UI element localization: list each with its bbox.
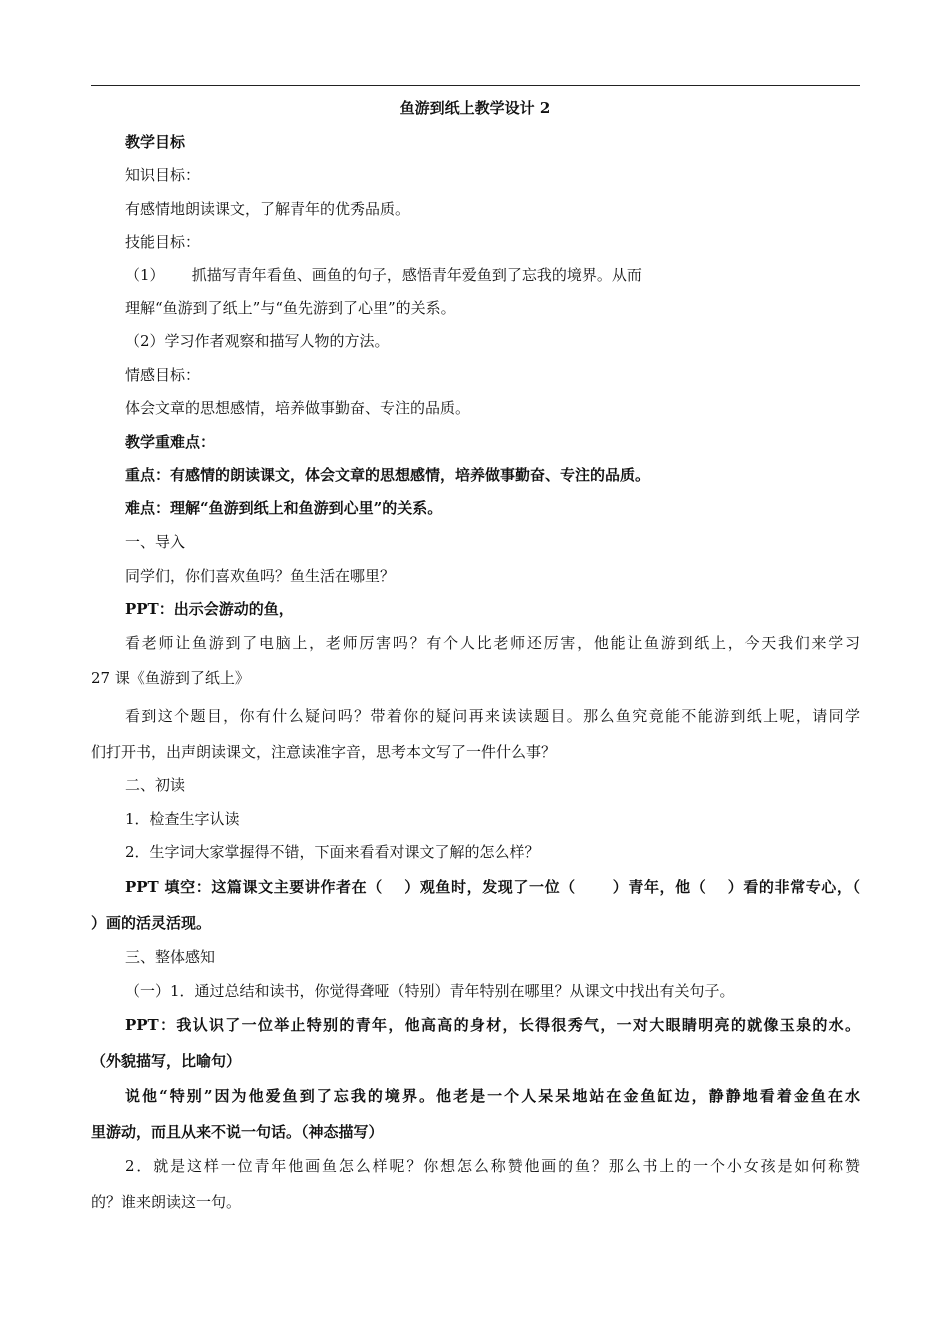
heading-teaching-goals: 教学目标: [125, 133, 186, 151]
section-first-reading-heading: 二、初读: [125, 776, 186, 794]
page-title: 鱼游到纸上教学设计 2: [399, 99, 551, 117]
section-intro-heading: 一、导入: [125, 533, 186, 551]
skill-goal-item-1: （1） 抓描写青年看鱼、画鱼的句子，感悟青年爱鱼到了忘我的境界。从而: [125, 266, 642, 284]
special-paragraph-line-2: 里游动，而且从来不说一句话。（神态描写）: [91, 1123, 384, 1141]
overall-question-1: （一）1．通过总结和读书，你觉得聋哑（特别）青年特别在哪里？从课文中找出有关句子。: [125, 982, 735, 1000]
first-reading-item-1: 1．检查生字认读: [125, 810, 240, 828]
intro-question: 同学们，你们喜欢鱼吗？鱼生活在哪里？: [125, 567, 396, 585]
difficult-point-text: 难点：理解“鱼游到纸上和鱼游到心里”的关系。: [125, 499, 443, 517]
ppt-swimming-fish: PPT：出示会游动的鱼，: [125, 600, 294, 618]
ppt-fill-blank-line-1: PPT 填空：这篇课文主要讲作者在（ ）观鱼时，发现了一位（ ）青年，他（ ）看的非常专心，（: [125, 878, 860, 896]
emotion-goal-text: 体会文章的思想感情，培养做事勤奋、专注的品质。: [125, 399, 471, 417]
skill-goal-label: 技能目标：: [125, 233, 201, 251]
question-paragraph-line-1: 看到这个题目，你有什么疑问吗？带着你的疑问再来读读题目。那么鱼究竟能不能游到纸上呢，请同学: [125, 707, 860, 725]
heading-key-points: 教学重难点：: [125, 433, 216, 451]
header-rule: [91, 85, 860, 86]
section-overall-heading: 三、整体感知: [125, 948, 216, 966]
special-paragraph-line-1: 说他“特别”因为他爱鱼到了忘我的境界。他老是一个人呆呆地站在金鱼缸边，静静地看着金鱼在水: [125, 1087, 860, 1105]
ppt-fill-blank-line-2: ）画的活灵活现。: [91, 914, 212, 932]
knowledge-goal-text: 有感情地朗读课文，了解青年的优秀品质。: [125, 200, 411, 218]
overall-question-2-line-1: 2．就是这样一位青年他画鱼怎么样呢？你想怎么称赞他画的鱼？那么书上的一个小女孩是如何称赞: [125, 1157, 860, 1175]
overall-question-2-line-2: 的？谁来朗读这一句。: [91, 1193, 242, 1211]
first-reading-item-2: 2．生字词大家掌握得不错，下面来看看对课文了解的怎么样？: [125, 843, 540, 861]
knowledge-goal-label: 知识目标：: [125, 166, 201, 184]
skill-goal-item-2: （2）学习作者观察和描写人物的方法。: [125, 332, 390, 350]
key-point-text: 重点：有感情的朗读课文，体会文章的思想感情，培养做事勤奋、专注的品质。: [125, 466, 651, 484]
intro-paragraph-line-2: 27 课《鱼游到了纸上》: [91, 669, 250, 687]
ppt-appearance-line-2: （外貌描写，比喻句）: [91, 1052, 242, 1070]
skill-goal-item-1-cont: 理解“鱼游到了纸上”与“鱼先游到了心里”的关系。: [125, 299, 456, 317]
question-paragraph-line-2: 们打开书，出声朗读课文，注意读准字音，思考本文写了一件什么事？: [91, 743, 557, 761]
intro-paragraph-line-1: 看老师让鱼游到了电脑上，老师厉害吗？有个人比老师还厉害，他能让鱼游到纸上，今天我们来学习: [125, 634, 860, 652]
emotion-goal-label: 情感目标：: [125, 366, 201, 384]
ppt-appearance-line-1: PPT：我认识了一位举止特别的青年，他高高的身材，长得很秀气，一对大眼睛明亮的就像玉泉的水。: [125, 1016, 860, 1034]
